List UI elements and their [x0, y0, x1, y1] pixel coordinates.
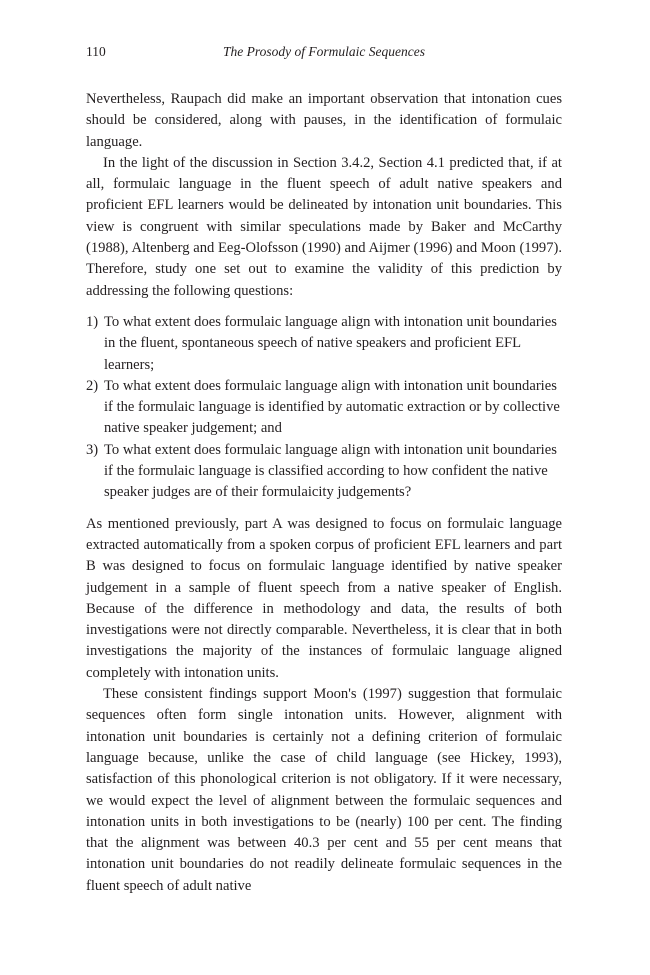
page-header — [86, 44, 562, 64]
running-title: The Prosody of Formulaic Sequences — [223, 44, 425, 59]
question-number: 3) — [86, 441, 99, 458]
question-number: 2) — [86, 377, 99, 394]
question-text: To what extent does formulaic language align with intonation unit boundaries if the formulaic language is classified according to how confident the native speaker judges are of their formulaicity judgements? — [104, 441, 557, 501]
research-questions-list — [86, 312, 562, 504]
research-question — [86, 440, 562, 504]
research-question — [86, 312, 562, 376]
paragraph-2: In the light of the discussion in Section 3.4.2, Section 4.1 predicted that, if at all, formulaic language in the fluent speech of adult native speakers and proficient EFL learners would be delineated by intonation unit boundaries. This view is congruent with similar speculations made by Baker and McCarthy (1988), Altenberg and Eeg-Olofsson (1990) and Aijmer (1996) and Moon (1997). Therefore, study one set out to examine the validity of this prediction by addressing the following questions: — [86, 154, 562, 299]
page-number: 110 — [86, 44, 106, 59]
question-text: To what extent does formulaic language align with intonation unit boundaries if the formulaic language is identified by automatic extraction or by collective native speaker judgement; and — [104, 377, 560, 437]
question-text: To what extent does formulaic language align with intonation unit boundaries in the fluent, spontaneous speech of native speakers and proficient EFL learners; — [104, 313, 557, 373]
body-text — [86, 89, 562, 897]
question-number: 1) — [86, 313, 99, 330]
paragraph-3: As mentioned previously, part A was designed to focus on formulaic language extracted automatically from a spoken corpus of proficient EFL learners and part B was designed to focus on formulaic language identified by native speaker judgement in a sample of fluent speech from a native speaker of English. Because of the difference in methodology and data, the results of both investigations were not directly comparable. Nevertheless, it is clear that in both investigations the majority of the instances of formulaic language aligned completely with intonation units. — [86, 515, 562, 681]
paragraph-4: These consistent findings support Moon's (1997) suggestion that formulaic sequences often form single intonation units. However, alignment with intonation unit boundaries is certainly not a defining criterion of formulaic language because, unlike the case of child language (see Hickey, 1993), satisfaction of this phonological criterion is not obligatory. If it were necessary, we would expect the level of alignment between the formulaic sequences and intonation units in both investigations to be (nearly) 100 per cent. The finding that the alignment was between 40.3 per cent and 55 per cent means that intonation unit boundaries do not readily delineate formulaic sequences in the fluent speech of adult native — [86, 686, 562, 894]
research-question — [86, 376, 562, 440]
paragraph-1: Nevertheless, Raupach did make an important observation that intonation cues should be considered, along with pauses, in the identification of formulaic language. — [86, 91, 562, 150]
